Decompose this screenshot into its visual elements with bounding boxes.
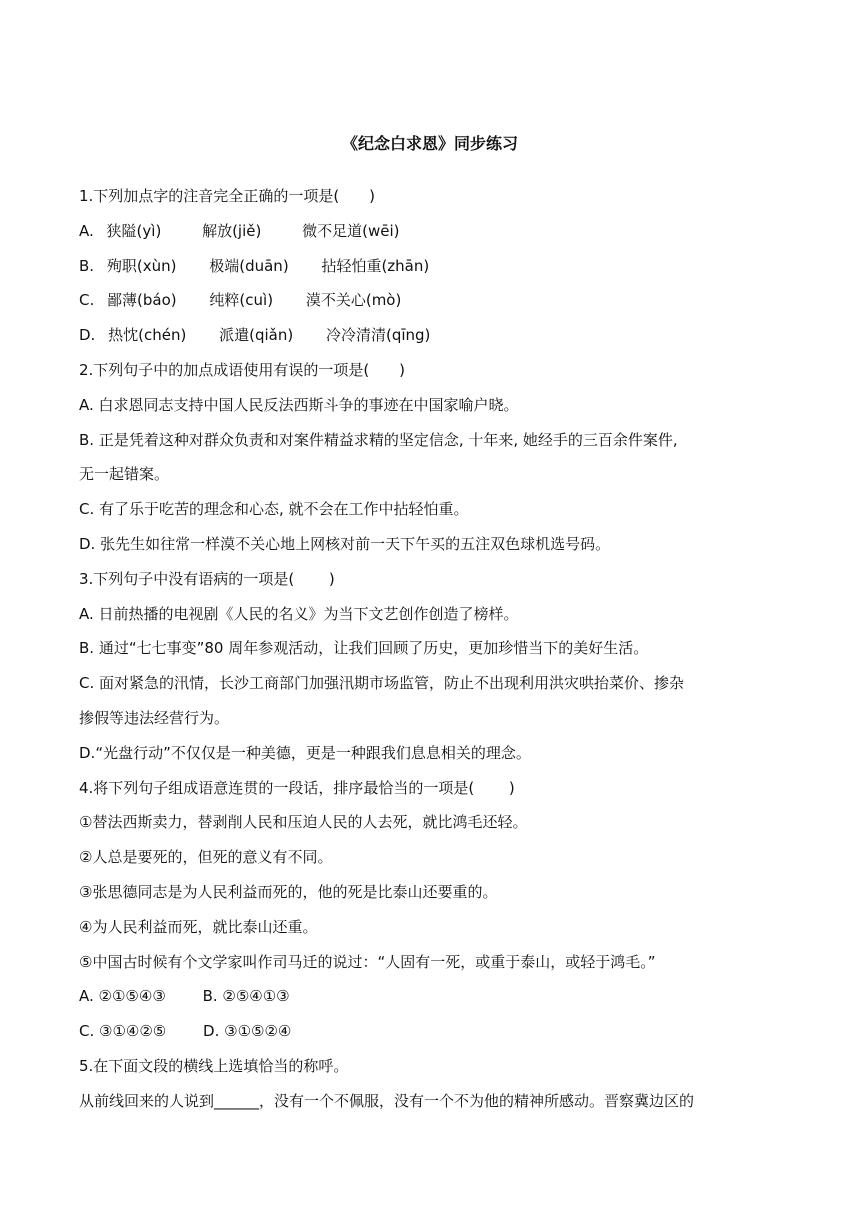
question-list [79,186,785,1126]
q3-option-c-line1: C. 面对紧急的汛情，长沙工商部门加强汛期市场监管，防止不出现利用洪灾哄抬菜价、掺杂 [79,674,685,693]
q4-options-ab [79,986,785,1006]
q1-option-d-word2: 派遣(qiǎn) [219,326,294,345]
q1-option-b [79,256,785,276]
q1-option-a-word3: 微不足道(wēi) [302,221,400,240]
q5-text-before: 从前线回来的人说到 [79,1091,215,1110]
q2-option-b-line1: B. 正是凭着这种对群众负责和对案件精益求精的坚定信念, 十年来, 她经手的三百余件案件, [79,430,678,449]
q1-option-b-word3: 拈轻怕重(zhān) [321,256,430,275]
q1-option-d-word3: 冷冷清清(qīng) [325,326,431,345]
q5-passage-line1 [79,1091,785,1111]
q1-option-c [79,290,785,310]
q4-sentence-2: ②人总是要死的，但死的意义有不同。 [79,848,333,867]
q4-sentence-1: ①替法西斯卖力，替剥削人民和压迫人民的人去死，就比鸿毛还轻。 [79,813,528,832]
q1-option-c-word2: 纯粹(cuì) [209,291,274,310]
q3-option-a: A. 日前热播的电视剧《人民的名义》为当下文艺创作创造了榜样。 [79,604,519,623]
q4-option-c: C. ③①④②⑤ [79,1022,167,1041]
q2-option-d: D. 张先生如往常一样漠不关心地上网核对前一天下午买的五注双色球机选号码。 [79,534,611,553]
q3-option-d: D.“光盘行动”不仅仅是一种美德，更是一种跟我们息息相关的理念。 [79,743,531,762]
q4-stem: 4.将下列句子组成语意连贯的一段话，排序最恰当的一项是( ) [79,778,515,797]
q1-option-d [79,325,785,345]
q4-option-d: D. ③①⑤②④ [203,1022,292,1041]
q4-options-cd [79,1021,785,1041]
page-title: 《纪念白求恩》同步练习 [341,134,518,153]
q1-option-b-label: B. [79,256,95,275]
q5-stem: 5.在下面文段的横线上选填恰当的称呼。 [79,1056,349,1075]
q1-option-a [79,221,785,241]
q2-option-a: A. 白求恩同志支持中国人民反法西斯斗争的事迹在中国家喻户晓。 [79,395,519,414]
q4-option-b: B. ②⑤④①③ [202,987,290,1006]
q1-option-c-word1: 鄙薄(báo) [107,291,177,310]
q1-stem: 1.下列加点字的注音完全正确的一项是( ) [79,187,376,205]
q1-option-a-label: A. [79,221,94,240]
q4-sentence-4: ④为人民利益而死，就比泰山还重。 [79,917,318,936]
q5-text-after: ，没有一个不佩服，没有一个不为他的精神所感动。晋察冀边区的 [259,1091,695,1110]
q2-stem: 2.下列句子中的加点成语使用有误的一项是( ) [79,360,406,379]
q3-stem: 3.下列句子中没有语病的一项是( ) [79,569,335,588]
q3-option-c-line2: 掺假等违法经营行为。 [79,708,230,727]
q1-option-b-word2: 极端(duān) [209,256,289,275]
q1-option-d-word1: 热忱(chén) [108,326,187,345]
q2-option-c: C. 有了乐于吃苦的理念和心态, 就不会在工作中拈轻怕重。 [79,500,469,519]
q1-option-a-word2: 解放(jiě) [202,221,262,240]
q3-option-b: B. 通过“七七事变”80 周年参观活动，让我们回顾了历史，更加珍惜当下的美好生活。 [79,639,649,658]
q1-option-c-label: C. [79,291,95,310]
q4-sentence-5: ⑤中国古时候有个文学家叫作司马迁的说过：“人固有一死，或重于泰山，或轻于鸿毛。” [79,952,656,971]
q1-option-c-word3: 漠不关心(mò) [305,291,402,310]
q4-sentence-3: ③张思德同志是为人民利益而死的，他的死是比泰山还要重的。 [79,882,498,901]
q1-option-a-word1: 狭隘(yì) [106,221,162,240]
q1-option-d-label: D. [79,326,96,345]
q5-answer-blank[interactable]: ______ [214,1091,260,1110]
q1-option-b-word1: 殉职(xùn) [106,256,177,275]
q2-option-b-line2: 无一起错案。 [79,465,170,484]
q4-option-a: A. ②①⑤④③ [79,987,166,1006]
